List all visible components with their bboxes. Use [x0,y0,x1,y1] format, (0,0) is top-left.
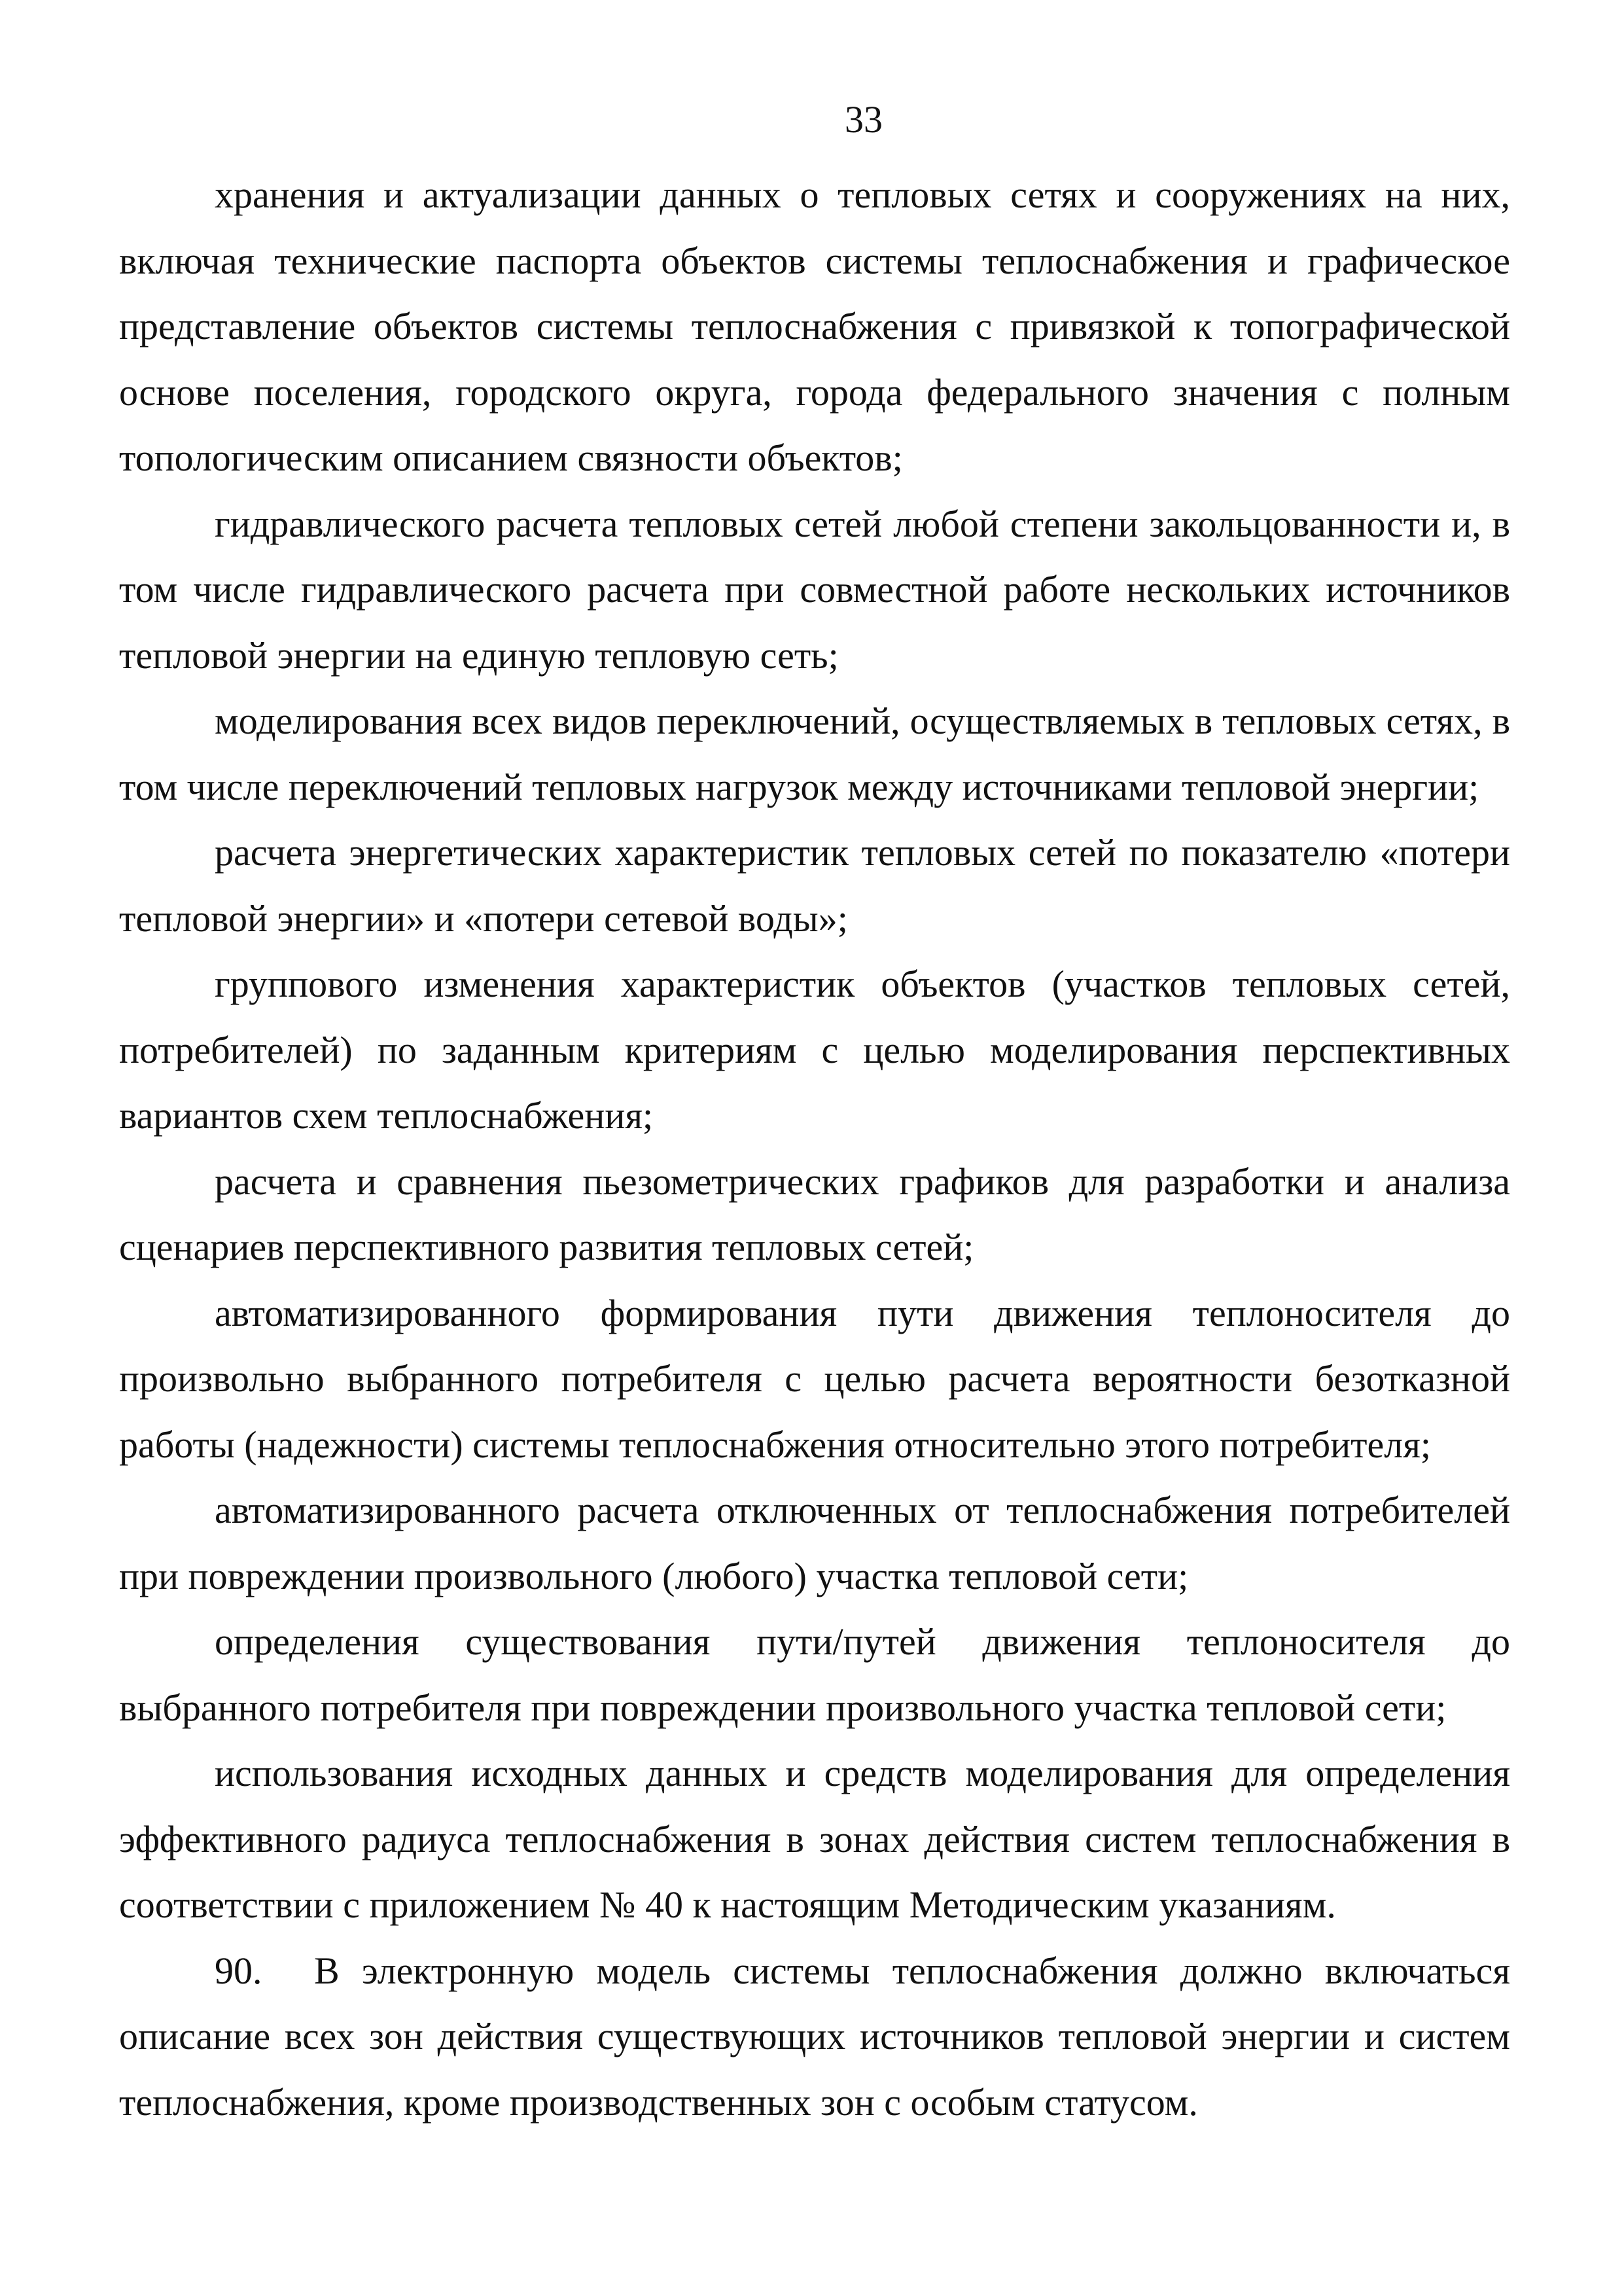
paragraph-piezometric-graphs: расчета и сравнения пьезометрических графиков для разработки и анализа сценариев перспективного развития тепловых сетей; [119,1160,1510,1268]
item-number: 90. [215,1949,262,1992]
paragraph-switching-modeling: моделирования всех видов переключений, осуществляемых в тепловых сетях, в том числе переключений тепловых нагрузок между источниками тепловой энергии; [119,700,1510,808]
paragraph-energy-characteristics: расчета энергетических характеристик тепловых сетей по показателю «потери тепловой энергии» и «потери сетевой воды»; [119,831,1510,940]
paragraph-group-change: группового изменения характеристик объектов (участков тепловых сетей, потребителей) по заданным критериям с целью моделирования перспективных вариантов схем теплоснабжения; [119,963,1510,1137]
numbered-item-90 [119,1938,1510,2136]
item-text: В электронную модель системы теплоснабжения должно включаться описание всех зон действия существующих источников тепловой энергии и систем теплоснабжения, кроме производственных зон с особым статусом. [119,1949,1510,2124]
paragraph-disconnected-consumers: автоматизированного расчета отключенных от теплоснабжения потребителей при повреждении произвольного (любого) участка тепловой сети; [119,1489,1510,1597]
page-number: 33 [845,98,883,141]
paragraph-path-formation: автоматизированного формирования пути движения теплоносителя до произвольно выбранного потребителя с целью расчета вероятности безотказной работы (надежности) системы теплоснабжения относительно этого потребителя; [119,1291,1510,1466]
document-body [119,162,1510,2135]
paragraph-path-existence: определения существования пути/путей движения теплоносителя до выбранного потребителя при повреждении произвольного участка тепловой сети; [119,1620,1510,1729]
paragraph-data-storage: хранения и актуализации данных о тепловых сетях и сооружениях на них, включая технические паспорта объектов системы теплоснабжения и графическое представление объектов системы теплоснабжения с привязкой к топографической основе поселения, городского округа, города федерального значения с полным топологическим описанием связности объектов; [119,173,1510,479]
paragraph-effective-radius: использования исходных данных и средств моделирования для определения эффективного радиуса теплоснабжения в зонах действия систем теплоснабжения в соответствии с приложением № 40 к настоящим Методическим указаниям. [119,1752,1510,1926]
paragraph-hydraulic-calculation: гидравлического расчета тепловых сетей любой степени закольцованности и, в том числе гидравлического расчета при совместной работе нескольких источников тепловой энергии на единую тепловую сеть; [119,502,1510,677]
